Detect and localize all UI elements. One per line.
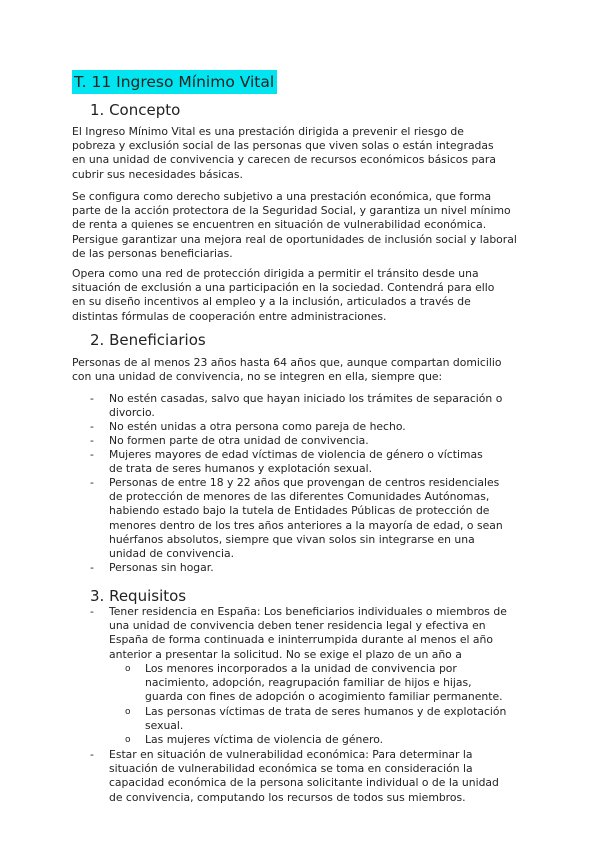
- text-line: Tener residencia en España: Los beneficiarios individuales o miembros de: [109, 605, 507, 618]
- text-line: guarda con fines de adopción o acogimiento familiar permanente.: [145, 690, 503, 704]
- text-line: capacidad económica de la persona solicitante individual o de la unidad: [109, 776, 499, 790]
- sub-bullet-marker: o: [125, 664, 131, 674]
- paragraph-concepto-1: [72, 125, 532, 182]
- text-line: España de forma continuada e ininterrumpida durante al menos el año: [109, 633, 493, 647]
- text-line: habiendo estado bajo la tutela de Entidades Públicas de protección de: [109, 504, 490, 518]
- paragraph-concepto-2: [72, 190, 532, 261]
- text-line: nacimiento, adopción, reagrupación familiar de hijos e hijas,: [145, 676, 472, 690]
- bullet-marker: -: [90, 420, 94, 433]
- text-line: de protección de menores de las diferentes Comunidades Autónomas,: [109, 490, 490, 504]
- text-line: El Ingreso Mínimo Vital es una prestación dirigida a prevenir el riesgo de: [72, 125, 464, 138]
- text-line: unidad de convivencia.: [109, 547, 235, 561]
- text-line: menores dentro de los tres años anteriores a la mayoría de edad, o sean: [109, 518, 503, 532]
- text-line: Mujeres mayores de edad víctimas de violencia de género o víctimas: [109, 448, 483, 461]
- text-line: Personas de al menos 23 años hasta 64 años que, aunque compartan domicilio: [72, 356, 502, 369]
- bullet-marker: -: [90, 561, 94, 574]
- sub-bullet-marker: o: [125, 735, 131, 745]
- text-line: en una unidad de convivencia y carecen de recursos económicos básicos para: [72, 153, 496, 167]
- text-line: Las personas víctimas de trata de seres humanos y de explotación: [145, 705, 507, 718]
- paragraph-beneficiarios-intro: [72, 356, 532, 384]
- text-line: situación de exclusión a una participación en la sociedad. Contendrá para ello: [72, 281, 495, 295]
- bullet-marker: -: [90, 748, 94, 761]
- text-line: Las mujeres víctima de violencia de género.: [145, 733, 384, 746]
- document-title: T. 11 Ingreso Mínimo Vital: [72, 70, 277, 94]
- text-line: Los menores incorporados a la unidad de convivencia por: [145, 662, 457, 675]
- text-line: Opera como una red de protección dirigida a permitir el tránsito desde una: [72, 267, 479, 280]
- text-line: Persigue garantizar una mejora real de oportunidades de inclusión social y laboral: [72, 232, 517, 246]
- text-line: parte de la acción protectora de la Seguridad Social, y garantiza un nivel mínimo: [72, 204, 511, 218]
- text-line: No estén unidas a otra persona como pareja de hecho.: [109, 420, 406, 433]
- text-line: en su diseño incentivos al empleo y a la inclusión, articulados a través de: [72, 295, 471, 309]
- sub-bullet-marker: o: [125, 707, 131, 717]
- text-line: No estén casadas, salvo que hayan iniciado los trámites de separación o: [109, 392, 503, 405]
- text-line: anterior a presentar la solicitud. No se exige el plazo de un año a: [109, 647, 462, 661]
- text-line: de convivencia, computando los recursos de todos sus miembros.: [109, 790, 466, 804]
- text-line: cubrir sus necesidades básicas.: [72, 167, 243, 181]
- section-heading-requisitos: 3. Requisitos: [90, 587, 187, 605]
- text-line: pobreza y exclusión social de las personas que viven solas o están integradas: [72, 139, 494, 153]
- bullet-marker: -: [90, 476, 94, 489]
- text-line: distintas fórmulas de cooperación entre administraciones.: [72, 309, 387, 323]
- text-line: Estar en situación de vulnerabilidad económica: Para determinar la: [109, 748, 473, 761]
- section-heading-beneficiarios: 2. Beneficiarios: [90, 331, 206, 349]
- text-line: una unidad de convivencia deben tener residencia legal y efectiva en: [109, 619, 486, 633]
- text-line: divorcio.: [109, 406, 155, 420]
- text-line: Personas sin hogar.: [109, 561, 214, 574]
- text-line: de las personas beneficiarias.: [72, 246, 233, 260]
- paragraph-concepto-3: [72, 267, 532, 324]
- text-line: No formen parte de otra unidad de convivencia.: [109, 434, 369, 447]
- text-line: Se configura como derecho subjetivo a una prestación económica, que forma: [72, 190, 492, 203]
- text-line: con una unidad de convivencia, no se integren en ella, siempre que:: [72, 370, 443, 384]
- text-line: situación de vulnerabilidad económica se toma en consideración la: [109, 762, 473, 776]
- text-line: de renta a quienes se encuentren en situación de vulnerabilidad económica.: [72, 218, 487, 232]
- bullet-marker: -: [90, 605, 94, 618]
- text-line: sexual.: [145, 719, 184, 733]
- text-line: Personas de entre 18 y 22 años que provengan de centros residenciales: [109, 476, 500, 489]
- section-heading-concepto: 1. Concepto: [90, 101, 181, 119]
- text-line: de trata de seres humanos y explotación sexual.: [109, 462, 373, 476]
- bullet-marker: -: [90, 434, 94, 447]
- bullet-marker: -: [90, 448, 94, 461]
- text-line: huérfanos absolutos, siempre que vivan solos sin integrarse en una: [109, 532, 475, 546]
- bullet-marker: -: [90, 392, 94, 405]
